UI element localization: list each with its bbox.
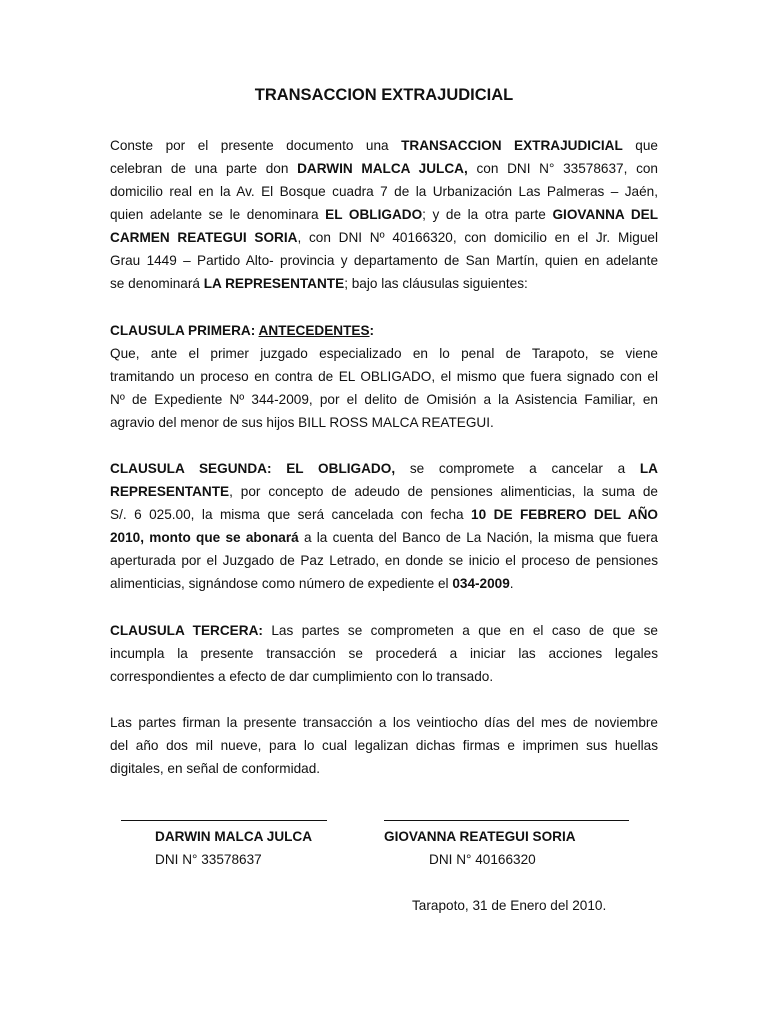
text-run-bold: CLAUSULA SEGUNDA: EL OBLIGADO, <box>110 461 396 476</box>
text-run-bold: 10 DE FEBRERO DEL AÑO <box>471 507 659 522</box>
text-run-bold: LA <box>639 461 658 476</box>
text-run: , por concepto de adeudo de pensiones alimenticias, la suma de <box>229 484 658 499</box>
closing-line: digitales, en señal de conformidad. <box>110 761 321 776</box>
clausula-line: correspondientes a efecto de dar cumplimiento con lo transado. <box>110 669 494 684</box>
text-run: . <box>509 576 514 591</box>
text-run: con DNI N° 33578637, con <box>467 161 658 176</box>
text-run-bold: REPRESENTANTE <box>110 484 230 499</box>
clausula-line <box>110 457 658 480</box>
clausula-line <box>110 480 658 503</box>
intro-line <box>110 157 658 180</box>
clausula-tercera <box>110 619 658 688</box>
text-run-bold: : <box>369 323 375 338</box>
text-run-bold: DARWIN MALCA JULCA, <box>297 161 468 176</box>
signatory-name-right: GIOVANNA REATEGUI SORIA <box>384 829 576 844</box>
clausula-line: tramitando un proceso en contra de EL OBLIGADO, el mismo que fuera signado con el <box>110 369 658 384</box>
intro-paragraph <box>110 134 658 295</box>
clausula-line: incumpla la presente transacción se procederá a iniciar las acciones legales <box>110 646 658 661</box>
clausula-line <box>110 572 658 595</box>
text-run-bold: 034-2009 <box>452 576 510 591</box>
clausula-segunda <box>110 457 658 595</box>
signature-line-left <box>121 820 327 821</box>
text-run: Conste por el presente documento una <box>110 138 402 153</box>
text-run: alimenticias, signándose como número de expediente el <box>110 576 453 591</box>
intro-line <box>110 226 658 249</box>
text-run: se compromete a cancelar a <box>395 461 640 476</box>
text-run-bold: CLAUSULA PRIMERA: <box>110 323 259 338</box>
text-run: Las partes se comprometen a que en el caso de que se <box>262 623 658 638</box>
clausula-heading <box>110 319 658 342</box>
document-title: TRANSACCION EXTRAJUDICIAL <box>254 86 514 104</box>
text-run: celebran de una parte don <box>110 161 298 176</box>
clausula-line: Que, ante el primer juzgado especializado en lo penal de Tarapoto, se viene <box>110 346 658 361</box>
text-run-underline: ANTECEDENTES <box>258 323 370 338</box>
intro-line: domicilio real en la Av. El Bosque cuadra 7 de la Urbanización Las Palmeras – Jaén, <box>110 184 658 199</box>
clausula-line: Nº de Expediente Nº 344-2009, por el delito de Omisión a la Asistencia Familiar, en <box>110 392 658 407</box>
clausula-line: agravio del menor de sus hijos BILL ROSS MALCA REATEGUI. <box>110 415 494 430</box>
clausula-line <box>110 619 658 642</box>
closing-line: del año dos mil nueve, para lo cual legalizan dichas firmas e imprimen sus huellas <box>110 738 658 753</box>
intro-line <box>110 134 658 157</box>
closing-paragraph <box>110 711 658 780</box>
place-and-date: Tarapoto, 31 de Enero del 2010. <box>412 898 607 913</box>
text-run-bold: GIOVANNA DEL <box>552 207 659 222</box>
clausula-line: aperturada por el Juzgado de Paz Letrado, en donde se inicio el proceso de pensiones <box>110 553 658 568</box>
text-run: quien adelante se le denominara <box>110 207 326 222</box>
signatory-dni-left: DNI N° 33578637 <box>155 852 262 867</box>
text-run-bold: 2010, monto que se abonará <box>110 530 299 545</box>
text-run: S/. 6 025.00, la misma que será cancelada con fecha <box>110 507 472 522</box>
text-run: , con DNI Nº 40166320, con domicilio en el Jr. Miguel <box>297 230 658 245</box>
closing-line: Las partes firman la presente transacción a los veintiocho días del mes de noviembre <box>110 715 658 730</box>
text-run-bold: TRANSACCION EXTRAJUDICIAL <box>401 138 623 153</box>
text-run: ; y de la otra parte <box>422 207 553 222</box>
signature-line-right <box>384 820 629 821</box>
clausula-line <box>110 503 658 526</box>
clausula-line <box>110 526 658 549</box>
text-run-bold: EL OBLIGADO <box>325 207 423 222</box>
text-run: se denominará <box>110 276 204 291</box>
text-run-bold: LA REPRESENTANTE <box>203 276 345 291</box>
intro-line: Grau 1449 – Partido Alto- provincia y departamento de San Martín, quien en adelante <box>110 253 658 268</box>
text-run-bold: CLAUSULA TERCERA: <box>110 623 263 638</box>
intro-line <box>110 272 658 295</box>
intro-line <box>110 203 658 226</box>
clausula-primera <box>110 319 658 434</box>
text-run: a la cuenta del Banco de La Nación, la misma que fuera <box>298 530 658 545</box>
text-run: que <box>622 138 658 153</box>
signatory-dni-right: DNI N° 40166320 <box>429 852 536 867</box>
text-run: ; bajo las cláusulas siguientes: <box>344 276 528 291</box>
text-run-bold: CARMEN REATEGUI SORIA <box>110 230 298 245</box>
signatory-name-left: DARWIN MALCA JULCA <box>155 829 313 844</box>
